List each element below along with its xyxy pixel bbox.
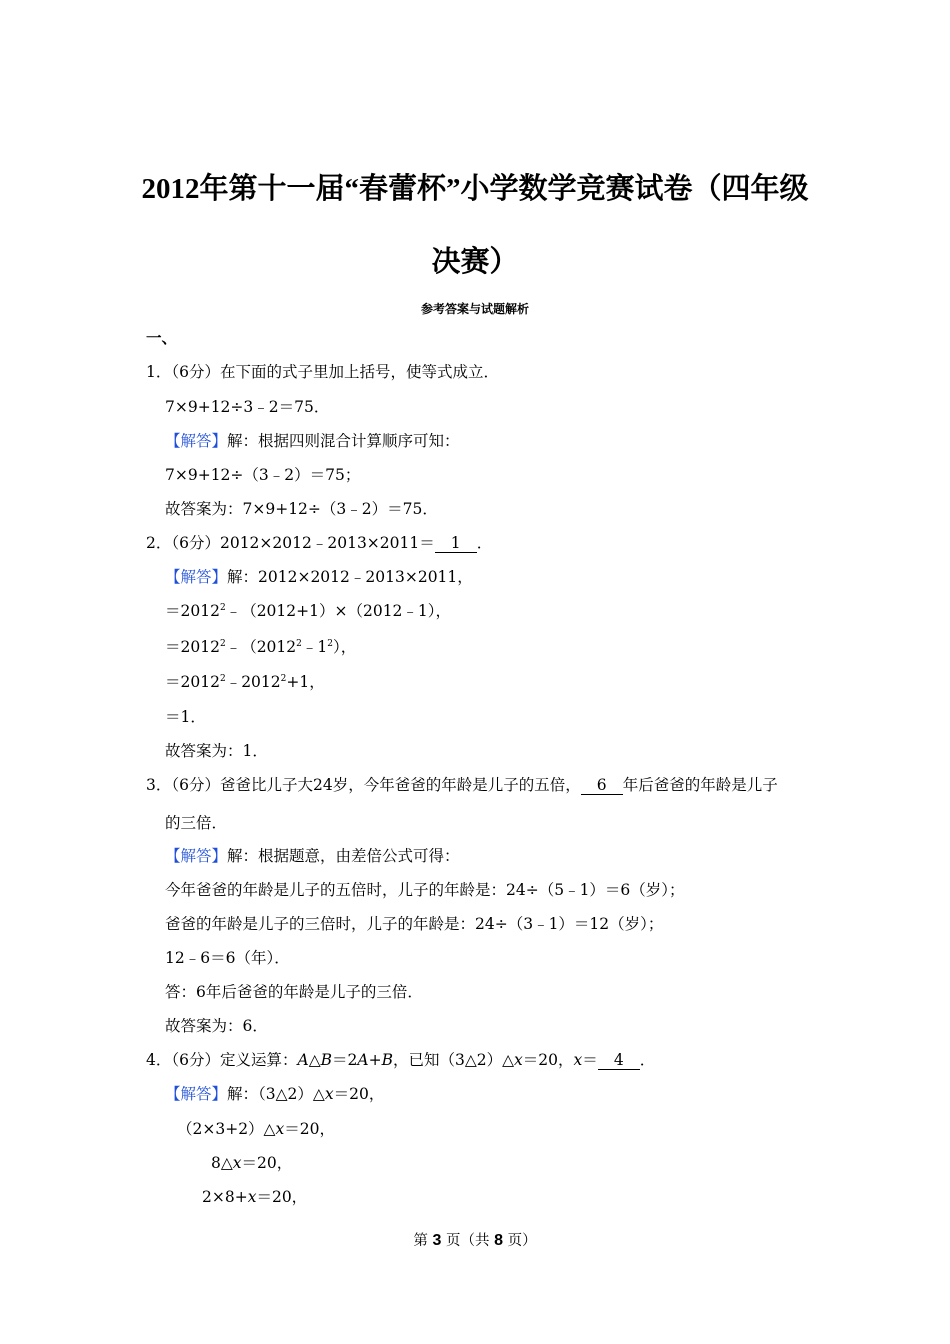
q4-solution-4: 2×8+x＝20， bbox=[202, 1188, 308, 1206]
q2-answer-blank: 1 bbox=[435, 534, 477, 553]
q3-solution-5: 答：6年后爸爸的年龄是儿子的三倍． bbox=[165, 983, 423, 1001]
section-heading: 一、 bbox=[146, 328, 178, 347]
title-line-2: 决赛） bbox=[431, 246, 519, 278]
subtitle: 参考答案与试题解析 bbox=[420, 302, 529, 316]
q3-solution-2: 今年爸爸的年龄是儿子的五倍时，儿子的年龄是：24÷（5﹣1）＝6（岁）； bbox=[165, 881, 685, 899]
title-line-1: 2012年第十一届“春蕾杯”小学数学竞赛试卷（四年级 bbox=[141, 173, 809, 205]
q1-solution-2: 7×9+12÷（3﹣2）＝75； bbox=[165, 466, 361, 484]
q2-final: 故答案为：1． bbox=[165, 742, 268, 760]
q3-answer-blank: 6 bbox=[581, 776, 623, 795]
q1-stem: 1．（6分）在下面的式子里加上括号，使等式成立． bbox=[146, 363, 499, 381]
q2-solution-3: $=2012^2﹣(2012^2﹣1^2)$， bbox=[165, 638, 357, 656]
q3-solution-3: 爸爸的年龄是儿子的三倍时，儿子的年龄是：24÷（3﹣1）＝12（岁）； bbox=[165, 915, 664, 933]
page-footer: 第 3 页（共 8 页） bbox=[413, 1232, 537, 1249]
q2-stem: 2．（6分）2012×2012﹣2013×2011＝ 1 ． bbox=[146, 534, 493, 552]
q4-answer-blank: 4 bbox=[598, 1051, 640, 1070]
q1-expression: 7×9+12÷3﹣2＝75． bbox=[165, 398, 330, 416]
page-number: 3 bbox=[432, 1232, 442, 1249]
q4-solution-3: 8△x＝20， bbox=[211, 1154, 293, 1172]
q2-solution-5: ＝1． bbox=[165, 708, 206, 726]
answer-tag: 【解答】 bbox=[165, 432, 228, 450]
q3-stem: 3．（6分）爸爸比儿子大24岁，今年爸爸的年龄是儿子的五倍， 6 年后爸爸的年龄是儿子 bbox=[146, 776, 778, 794]
q3-solution-4: 12﹣6＝6（年）． bbox=[165, 949, 290, 967]
q3-stem-cont: 的三倍． bbox=[165, 814, 228, 832]
q1-solution-1: 【解答】解：根据四则混合计算顺序可知： bbox=[165, 432, 460, 450]
q4-stem: 4．（6分）定义运算：A△B＝2A+B，已知（3△2）△x＝20，x＝ 4 ． bbox=[146, 1051, 656, 1069]
q2-solution-2: $=2012^2﹣(2012+1)\times(2012﹣1)$， bbox=[165, 602, 452, 620]
q2-solution-4: $=2012^2﹣2012^2+1$， bbox=[165, 673, 325, 691]
page-total: 8 bbox=[494, 1232, 504, 1249]
q1-final: 故答案为：7×9+12÷（3﹣2）＝75． bbox=[165, 500, 438, 518]
q3-solution-1: 【解答】解：根据题意，由差倍公式可得： bbox=[165, 847, 460, 865]
q2-solution-1: 【解答】解：2012×2012﹣2013×2011， bbox=[165, 568, 473, 586]
q4-solution-2: （2×3+2）△x＝20， bbox=[177, 1120, 335, 1138]
q4-solution-1: 【解答】解：（3△2）△x＝20， bbox=[165, 1085, 385, 1103]
q3-final: 故答案为：6． bbox=[165, 1017, 268, 1035]
